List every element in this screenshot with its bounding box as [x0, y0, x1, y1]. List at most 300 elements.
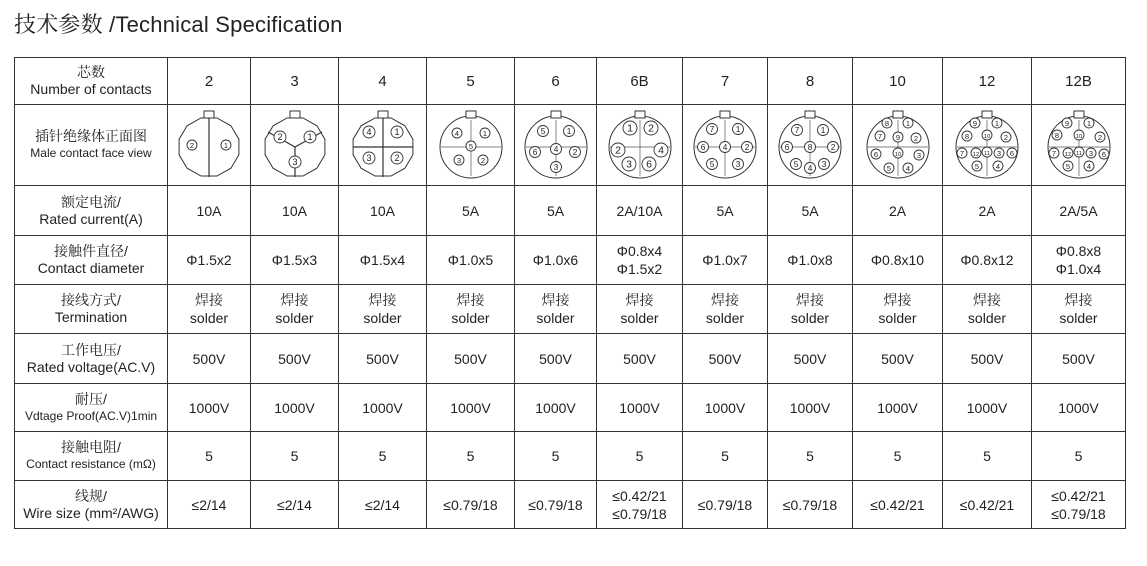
wire-value: ≤2/14 — [191, 496, 227, 513]
row-current — [15, 186, 1126, 236]
proof-value: 1000V — [274, 399, 315, 416]
pin-6 — [529, 147, 540, 158]
termination-value: solder — [620, 310, 659, 326]
svg-text:4: 4 — [722, 142, 728, 152]
svg-text:3: 3 — [553, 162, 558, 172]
wire-value: ≤0.79/18 — [443, 496, 498, 513]
pin-5 — [466, 141, 476, 151]
diameter-value: Φ0.8x4 — [616, 243, 663, 259]
wire-value: ≤2/14 — [277, 496, 312, 513]
pin-2 — [1095, 132, 1105, 142]
face-label-en: Male contact face view — [30, 146, 152, 160]
termination-value: solder — [451, 310, 490, 326]
termination-value: solder — [967, 310, 1007, 326]
termination-value: 焊接 — [796, 292, 824, 308]
svg-text:6: 6 — [1101, 150, 1106, 159]
contacts-label-en: Number of contacts — [30, 81, 152, 97]
diameter-cell — [427, 236, 515, 285]
current-value: 2A — [888, 202, 907, 219]
pin-5 — [707, 159, 718, 170]
proof-value: 1000V — [704, 399, 746, 416]
proof-value: 1000V — [535, 399, 576, 416]
wire-label-en: Wire size (mm²/AWG) — [23, 504, 159, 521]
current-value: 10A — [282, 202, 307, 219]
keyway-notch — [635, 111, 645, 118]
svg-text:3: 3 — [291, 157, 298, 167]
face-cell — [597, 105, 683, 186]
current-cell — [853, 186, 943, 236]
svg-text:9: 9 — [895, 133, 900, 142]
termination-value: 焊接 — [195, 292, 223, 308]
pin-4 — [363, 126, 375, 138]
pin-3 — [622, 157, 636, 171]
contacts-header-cell: 12 — [943, 58, 1032, 105]
current-cell — [251, 186, 339, 236]
current-label-en: Rated current(A) — [39, 210, 143, 227]
svg-text:7: 7 — [1051, 149, 1056, 158]
svg-text:1: 1 — [994, 119, 1000, 128]
row-proof — [15, 384, 1126, 432]
wire-cell — [943, 481, 1032, 529]
pin-4 — [993, 161, 1003, 171]
termination-label-en: Termination — [54, 309, 128, 325]
proof-value: 1000V — [450, 399, 491, 416]
resistance-value: 5 — [205, 448, 213, 464]
resistance-cell — [683, 432, 768, 481]
face-cell — [251, 105, 339, 186]
diameter-value: Φ1.5x2 — [186, 252, 232, 268]
pin-1 — [623, 121, 637, 135]
svg-text:4: 4 — [553, 144, 558, 154]
row-contacts — [15, 58, 1126, 105]
diameter-cell — [251, 236, 339, 285]
termination-value: 焊接 — [973, 292, 1001, 308]
proof-cell — [768, 384, 853, 432]
resistance-cell — [251, 432, 339, 481]
svg-text:6: 6 — [532, 147, 537, 157]
wire-value: ≤0.42/21 — [1051, 487, 1106, 504]
current-cell — [515, 186, 597, 236]
proof-value: 1000V — [789, 399, 831, 416]
pin-1 — [480, 128, 490, 138]
svg-text:2: 2 — [276, 132, 283, 142]
proof-label — [15, 384, 168, 432]
termination-value: 焊接 — [1064, 292, 1093, 308]
pin-3 — [819, 159, 830, 170]
termination-value: solder — [705, 310, 745, 326]
termination-value: 焊接 — [280, 292, 309, 308]
pin-4 — [903, 163, 913, 173]
svg-text:6: 6 — [873, 150, 878, 159]
face-cell — [168, 105, 251, 186]
pin-1 — [1084, 118, 1094, 128]
diameter-cell — [339, 236, 427, 285]
face-cell — [683, 105, 768, 186]
pin-3 — [363, 152, 375, 164]
voltage-value: 500V — [366, 350, 399, 367]
termination-value: solder — [536, 310, 575, 326]
voltage-label — [15, 334, 168, 384]
face-view-6b — [605, 110, 675, 180]
diameter-value: Φ1.5x4 — [359, 252, 406, 268]
pin-4 — [654, 143, 668, 157]
wire-value: ≤0.42/21 — [959, 496, 1015, 513]
face-view-4 — [348, 110, 418, 180]
voltage-cell — [168, 334, 251, 384]
resistance-label — [15, 432, 168, 481]
svg-text:10: 10 — [894, 152, 901, 158]
proof-value: 1000V — [362, 399, 403, 416]
diameter-label-en: Contact diameter — [37, 260, 145, 276]
pin-12 — [1063, 148, 1073, 158]
current-value: 5A — [801, 202, 819, 219]
pin-9 — [893, 132, 903, 142]
wire-cell — [339, 481, 427, 529]
termination-cell — [1032, 285, 1126, 334]
termination-cell — [597, 285, 683, 334]
current-value: 2A/5A — [1059, 202, 1098, 219]
resistance-cell — [1032, 432, 1126, 481]
resistance-label-cn: 接触电阻/ — [61, 439, 121, 455]
termination-value: solder — [363, 310, 402, 326]
resistance-value: 5 — [893, 448, 902, 464]
svg-text:5: 5 — [793, 159, 799, 169]
diameter-label-cn: 接触件直径/ — [54, 243, 128, 259]
proof-cell — [853, 384, 943, 432]
termination-value: 焊接 — [711, 292, 739, 308]
voltage-value: 500V — [708, 350, 742, 367]
termination-cell — [943, 285, 1032, 334]
insulator-divider — [353, 117, 413, 177]
pin-7 — [1049, 148, 1059, 158]
proof-cell — [597, 384, 683, 432]
proof-value: 1000V — [1058, 399, 1099, 416]
diameter-value: Φ1.0x8 — [787, 252, 833, 268]
diameter-cell — [1032, 236, 1126, 285]
pin-7 — [792, 125, 803, 136]
face-view-2 — [174, 110, 244, 180]
current-value: 2A/10A — [616, 202, 663, 219]
svg-text:4: 4 — [995, 162, 1001, 171]
pin-3 — [733, 159, 744, 170]
wire-cell — [251, 481, 339, 529]
proof-cell — [1032, 384, 1126, 432]
keyway-notch — [551, 111, 561, 118]
pin-9 — [970, 118, 980, 128]
voltage-value: 500V — [278, 350, 311, 367]
voltage-value: 500V — [539, 350, 572, 367]
pin-6 — [698, 142, 709, 153]
keyway-notch — [204, 111, 214, 118]
svg-text:2: 2 — [1097, 133, 1102, 142]
resistance-value: 5 — [635, 448, 644, 464]
pin-5 — [537, 126, 548, 137]
face-view-6 — [521, 110, 591, 180]
voltage-cell — [768, 334, 853, 384]
keyway-notch — [1074, 111, 1084, 118]
termination-value: 焊接 — [368, 292, 397, 308]
pin-1 — [733, 124, 744, 135]
contacts-header-cell: 5 — [427, 58, 515, 105]
diameter-cell — [168, 236, 251, 285]
pin-6 — [1007, 148, 1017, 158]
svg-text:3: 3 — [365, 153, 372, 163]
resistance-cell — [597, 432, 683, 481]
resistance-value: 5 — [721, 448, 729, 464]
wire-value: ≤0.79/18 — [528, 496, 583, 513]
keyway-notch — [720, 111, 730, 118]
svg-text:1: 1 — [626, 122, 633, 135]
svg-text:9: 9 — [1064, 119, 1069, 128]
diameter-value: Φ1.5x3 — [271, 252, 318, 268]
keyway-notch — [982, 111, 992, 118]
pin-2 — [911, 133, 921, 143]
face-view-12b — [1044, 110, 1114, 180]
termination-value: solder — [1059, 310, 1098, 326]
resistance-label-en: Contact resistance (mΩ) — [26, 457, 156, 471]
svg-text:4: 4 — [365, 127, 372, 137]
resistance-value: 5 — [378, 448, 387, 464]
contacts-header-cell: 10 — [853, 58, 943, 105]
wire-value: ≤0.79/18 — [1051, 505, 1106, 522]
current-value: 10A — [370, 202, 395, 219]
row-voltage — [15, 334, 1126, 384]
spec-table — [14, 57, 1126, 529]
svg-text:1: 1 — [393, 127, 400, 137]
pin-12 — [971, 148, 981, 158]
diameter-cell — [515, 236, 597, 285]
termination-cell — [768, 285, 853, 334]
pin-3 — [454, 155, 464, 165]
svg-text:7: 7 — [959, 149, 965, 158]
svg-text:1: 1 — [820, 125, 826, 135]
diameter-cell — [943, 236, 1032, 285]
contacts-header-cell: 3 — [251, 58, 339, 105]
diameter-value: Φ1.5x2 — [616, 261, 663, 277]
svg-text:2: 2 — [393, 153, 400, 163]
voltage-cell — [853, 334, 943, 384]
svg-text:4: 4 — [905, 164, 910, 173]
termination-label — [15, 285, 168, 334]
resistance-cell — [427, 432, 515, 481]
svg-text:6: 6 — [700, 142, 706, 152]
face-view-8 — [775, 110, 845, 180]
row-diameter — [15, 236, 1126, 285]
pin-10 — [1074, 130, 1084, 140]
current-cell — [427, 186, 515, 236]
pin-1 — [563, 126, 574, 137]
pin-8 — [805, 142, 816, 153]
voltage-value: 500V — [970, 350, 1004, 367]
pin-7 — [875, 131, 885, 141]
contacts-label-cn: 芯数 — [77, 64, 105, 80]
current-cell — [597, 186, 683, 236]
resistance-cell — [853, 432, 943, 481]
termination-cell — [683, 285, 768, 334]
row-wire — [15, 481, 1126, 529]
pin-3 — [1086, 148, 1096, 158]
current-cell — [768, 186, 853, 236]
pin-2 — [611, 143, 625, 157]
svg-text:6: 6 — [645, 158, 652, 171]
pin-3 — [914, 150, 924, 160]
wire-cell — [168, 481, 251, 529]
svg-text:2: 2 — [572, 147, 577, 157]
svg-text:6: 6 — [784, 142, 790, 152]
svg-text:6: 6 — [1009, 149, 1015, 158]
svg-text:1: 1 — [482, 129, 487, 138]
pin-9 — [1062, 118, 1072, 128]
termination-cell — [251, 285, 339, 334]
contacts-header-cell: 12B — [1032, 58, 1126, 105]
svg-text:4: 4 — [807, 163, 813, 173]
pin-6 — [871, 149, 881, 159]
resistance-value: 5 — [983, 448, 991, 464]
svg-text:3: 3 — [821, 159, 827, 169]
voltage-value: 500V — [192, 350, 226, 367]
wire-label — [15, 481, 168, 529]
wire-cell — [1032, 481, 1126, 529]
pin-10 — [982, 130, 992, 140]
current-value: 10A — [196, 202, 222, 219]
resistance-cell — [339, 432, 427, 481]
diameter-value: Φ1.0x5 — [447, 252, 494, 268]
pin-1 — [992, 118, 1002, 128]
svg-text:8: 8 — [1054, 131, 1059, 140]
svg-text:3: 3 — [916, 151, 921, 160]
svg-text:5: 5 — [709, 159, 715, 169]
pin-6 — [1099, 149, 1109, 159]
svg-text:5: 5 — [468, 142, 473, 151]
svg-text:4: 4 — [657, 144, 664, 157]
contacts-header-cell: 8 — [768, 58, 853, 105]
pin-5 — [884, 163, 894, 173]
svg-text:3: 3 — [996, 149, 1002, 158]
svg-text:1: 1 — [905, 119, 910, 128]
current-cell — [168, 186, 251, 236]
contacts-label — [15, 58, 168, 105]
pin-11 — [982, 147, 992, 157]
termination-value: 焊接 — [883, 292, 912, 308]
contacts-header-cell: 2 — [168, 58, 251, 105]
row-face — [15, 105, 1126, 186]
proof-cell — [251, 384, 339, 432]
page-title: 技术参数 /Technical Specification — [14, 12, 343, 37]
contacts-header-cell: 6 — [515, 58, 597, 105]
voltage-cell — [251, 334, 339, 384]
termination-label-cn: 接线方式/ — [61, 292, 121, 308]
current-value: 5A — [546, 202, 565, 219]
pin-2 — [828, 142, 839, 153]
resistance-cell — [515, 432, 597, 481]
wire-cell — [427, 481, 515, 529]
voltage-cell — [943, 334, 1032, 384]
resistance-value: 5 — [551, 448, 560, 464]
svg-text:7: 7 — [709, 124, 715, 134]
svg-text:2: 2 — [830, 142, 836, 152]
svg-text:8: 8 — [807, 142, 813, 152]
face-cell — [853, 105, 943, 186]
diameter-value: Φ1.0x6 — [532, 252, 579, 268]
pin-1 — [391, 126, 403, 138]
wire-value: ≤0.79/18 — [782, 496, 838, 513]
pin-6 — [642, 157, 656, 171]
svg-text:2: 2 — [189, 141, 195, 150]
svg-text:11: 11 — [1075, 151, 1082, 157]
pin-8 — [962, 131, 972, 141]
pin-2 — [187, 140, 197, 150]
proof-cell — [943, 384, 1032, 432]
keyway-notch — [378, 111, 388, 118]
current-value: 2A — [978, 202, 996, 219]
diameter-cell — [768, 236, 853, 285]
voltage-value: 500V — [1062, 350, 1095, 367]
voltage-value: 500V — [623, 350, 656, 367]
svg-text:1: 1 — [735, 124, 741, 134]
voltage-label-en: Rated voltage(AC.V) — [26, 358, 156, 375]
pin-1 — [903, 118, 913, 128]
voltage-value: 500V — [793, 350, 827, 367]
diameter-label — [15, 236, 168, 285]
face-label-cn: 插针绝缘体正面图 — [35, 128, 147, 144]
current-label — [15, 186, 168, 236]
proof-label-en: Vdtage Proof(AC.V)1min — [24, 408, 158, 423]
wire-value: ≤0.42/21 — [870, 496, 925, 513]
pin-3 — [289, 156, 301, 168]
voltage-cell — [683, 334, 768, 384]
pin-2 — [1001, 132, 1011, 142]
wire-label-cn: 线规/ — [75, 487, 107, 504]
face-view-5 — [436, 110, 506, 180]
termination-value: solder — [189, 310, 229, 326]
svg-text:3: 3 — [1088, 149, 1093, 158]
pin-4 — [1084, 161, 1094, 171]
svg-text:1: 1 — [223, 141, 229, 150]
svg-text:3: 3 — [456, 156, 461, 165]
svg-text:7: 7 — [877, 132, 882, 141]
svg-text:8: 8 — [884, 119, 889, 128]
svg-text:4: 4 — [454, 129, 459, 138]
svg-text:2: 2 — [913, 134, 918, 143]
pin-4 — [805, 163, 816, 174]
row-termination — [15, 285, 1126, 334]
pin-2 — [644, 121, 658, 135]
resistance-cell — [168, 432, 251, 481]
diameter-value: Φ0.8x8 — [1055, 243, 1102, 259]
face-cell — [339, 105, 427, 186]
resistance-cell — [943, 432, 1032, 481]
termination-value: 焊接 — [541, 292, 570, 308]
pin-3 — [994, 148, 1004, 158]
proof-value: 1000V — [877, 399, 918, 416]
proof-cell — [515, 384, 597, 432]
diameter-cell — [683, 236, 768, 285]
keyway-notch — [805, 111, 815, 118]
face-cell — [1032, 105, 1126, 186]
face-cell — [427, 105, 515, 186]
proof-cell — [427, 384, 515, 432]
wire-cell — [853, 481, 943, 529]
termination-cell — [339, 285, 427, 334]
diameter-cell — [853, 236, 943, 285]
voltage-cell — [427, 334, 515, 384]
row-resistance — [15, 432, 1126, 481]
pin-2 — [391, 152, 403, 164]
svg-text:4: 4 — [1086, 162, 1091, 171]
current-cell — [1032, 186, 1126, 236]
resistance-value: 5 — [806, 448, 814, 464]
svg-text:5: 5 — [886, 164, 891, 173]
